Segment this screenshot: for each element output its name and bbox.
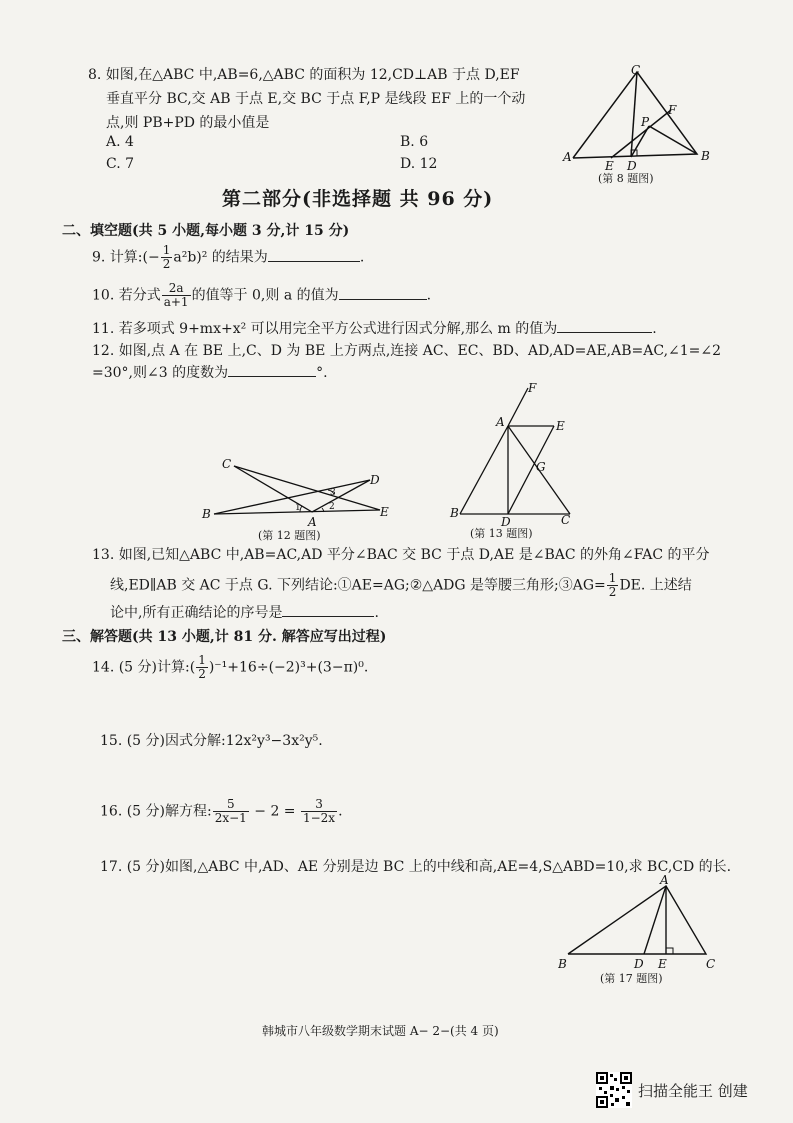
q13-fraction [607, 572, 619, 599]
q13-frac-num: 1 [608, 571, 617, 585]
q13-label-g: G [536, 460, 546, 474]
q14-post: )⁻¹+16÷(−2)³+(3−π)⁰. [208, 659, 369, 676]
q8-label-p: P [641, 115, 650, 129]
q13-figure [448, 380, 580, 528]
scanner-brand-label: 扫描全能王 创建 [638, 1082, 748, 1100]
q13-frac-den: 2 [608, 585, 617, 599]
q9-pre: 9. 计算:(− [92, 249, 160, 266]
q13-label-b: B [450, 506, 459, 520]
q8-option-a: A. 4 [106, 134, 134, 150]
q13-caption: (第 13 题图) [470, 527, 533, 540]
q16-fraction-left [213, 798, 249, 825]
q13-line3 [110, 602, 379, 624]
q14-fraction [196, 654, 208, 681]
q14-pre: 14. (5 分)计算:( [92, 659, 196, 676]
section2-heading: 二、填空题(共 5 小题,每小题 3 分,计 15 分) [62, 223, 350, 239]
q12-label-b: B [202, 507, 211, 521]
q12-line2 [92, 362, 328, 384]
q8-label-f: F [668, 103, 677, 117]
q17-triangle [568, 886, 706, 954]
q10-fraction [162, 282, 191, 309]
q8-figure [555, 60, 720, 170]
q12-caption: (第 12 题图) [258, 529, 321, 542]
q13-line2-pre: 线,ED∥AB 交 AC 于点 G. 下列结论:①AE=AG;②△ADG 是等腰三角形;③AG= [110, 577, 606, 594]
q12-end: °. [316, 365, 328, 381]
q14-frac-num: 1 [198, 653, 206, 667]
q13-line3-text: 论中,所有正确结论的序号是 [110, 605, 283, 621]
q10-frac-num: 2a [162, 282, 191, 296]
q8-option-b: B. 6 [400, 134, 429, 150]
q12-angle-1: 1 [295, 503, 301, 513]
q11-answer-blank[interactable] [557, 318, 652, 333]
q12-line1: 12. 如图,点 A 在 BE 上,C、D 为 BE 上方两点,连接 AC、EC、BD、AD,AD=AE,AB=AC,∠1=∠2 [92, 343, 722, 359]
q12-answer-blank[interactable] [228, 362, 316, 377]
q17-label-a: A [660, 873, 669, 887]
q10-frac-den: a+1 [163, 295, 189, 309]
q8-triangle [573, 72, 697, 158]
q15: 15. (5 分)因式分解:12x²y³−3x²y⁵. [100, 733, 323, 749]
q17: 17. (5 分)如图,△ABC 中,AD、AE 分别是边 BC 上的中线和高,AE=4,S△ABD=10,求 BC,CD 的长. [100, 859, 732, 875]
q17-label-c: C [706, 957, 716, 971]
q9-end: . [359, 249, 365, 266]
q12-line2-text: =30°,则∠3 的度数为 [92, 365, 229, 381]
q10-answer-blank[interactable] [339, 285, 427, 300]
q9-answer-blank[interactable] [268, 247, 360, 262]
q14-frac-den: 2 [198, 667, 206, 681]
q13-answer-blank[interactable] [282, 602, 374, 617]
q13-label-c: C [561, 513, 571, 527]
q13-line1: 13. 如图,已知△ABC 中,AB=AC,AD 平分∠BAC 交 BC 于点 D,AE 是∠BAC 的外角∠FAC 的平分 [92, 547, 710, 563]
q16-f2-num: 3 [301, 798, 337, 812]
q13-label-d: D [501, 515, 511, 528]
q17-label-e: E [658, 957, 667, 971]
q11-text: 11. 若多项式 9+mx+x² 可以用完全平方公式进行因式分解,那么 m 的值为 [92, 321, 558, 337]
part2-title: 第二部分(非选择题 共 96 分) [222, 188, 494, 210]
q8-option-d: D. 12 [400, 156, 438, 172]
q9-post: a²b)² 的结果为 [173, 249, 268, 266]
q8-line3: 点,则 PB+PD 的最小值是 [106, 115, 270, 131]
q12-label-c: C [222, 457, 232, 471]
q9 [92, 244, 364, 271]
q16-f2-den: 1−2x [302, 811, 336, 825]
qr-code-icon [596, 1072, 632, 1108]
q17-label-b: B [558, 957, 567, 971]
q17-label-d: D [634, 957, 644, 971]
q10-end: . [426, 287, 432, 304]
q11-end: . [652, 321, 657, 337]
q12-label-a: A [308, 515, 317, 529]
q13-label-e: E [556, 419, 565, 433]
q16-end: . [338, 803, 343, 820]
q10 [92, 282, 431, 309]
q12-angle-3: 3 [330, 488, 336, 498]
section3-heading: 三、解答题(共 13 小题,计 81 分. 解答应写出过程) [62, 629, 387, 645]
q9-fraction [161, 244, 173, 271]
q16-mid: − 2 = [249, 803, 300, 820]
q9-frac-num: 1 [162, 243, 171, 257]
q13-line2-post: DE. 上述结 [619, 577, 692, 594]
q16-f1-num: 5 [213, 798, 249, 812]
q8-label-e: E [605, 159, 614, 170]
q16-pre: 16. (5 分)解方程: [100, 803, 212, 820]
q8-line1: 8. 如图,在△ABC 中,AB=6,△ABC 的面积为 12,CD⊥AB 于点 D,EF [88, 67, 520, 83]
q13-line2 [110, 572, 692, 599]
q17-figure [558, 872, 723, 972]
q8-caption: (第 8 题图) [598, 172, 654, 185]
q16-fraction-right [301, 798, 337, 825]
q8-label-a: A [563, 150, 572, 164]
q11 [92, 318, 657, 340]
q8-label-c: C [631, 63, 641, 77]
q12-angle-2: 2 [329, 502, 335, 512]
page-footer: 韩城市八年级数学期末试题 A− 2−(共 4 页) [262, 1024, 499, 1038]
q16 [100, 798, 343, 825]
q17-caption: (第 17 题图) [600, 972, 663, 985]
q9-frac-den: 2 [162, 257, 171, 271]
q12-label-d: D [370, 473, 380, 487]
q8-option-c: C. 7 [106, 156, 135, 172]
q16-f1-den: 2x−1 [214, 811, 247, 825]
q14 [92, 654, 368, 681]
q10-pre: 10. 若分式 [92, 287, 161, 304]
q8-label-d: D [627, 159, 637, 170]
q8-label-b: B [701, 149, 710, 163]
q13-label-a: A [496, 415, 505, 429]
q12-label-e: E [380, 505, 389, 519]
q12-figure [198, 452, 400, 532]
q10-post: 的值等于 0,则 a 的值为 [191, 287, 339, 304]
q13-end: . [374, 605, 379, 621]
q8-line2: 垂直平分 BC,交 AB 于点 E,交 BC 于点 F,P 是线段 EF 上的一个动 [106, 91, 526, 107]
q13-label-f: F [528, 381, 537, 395]
